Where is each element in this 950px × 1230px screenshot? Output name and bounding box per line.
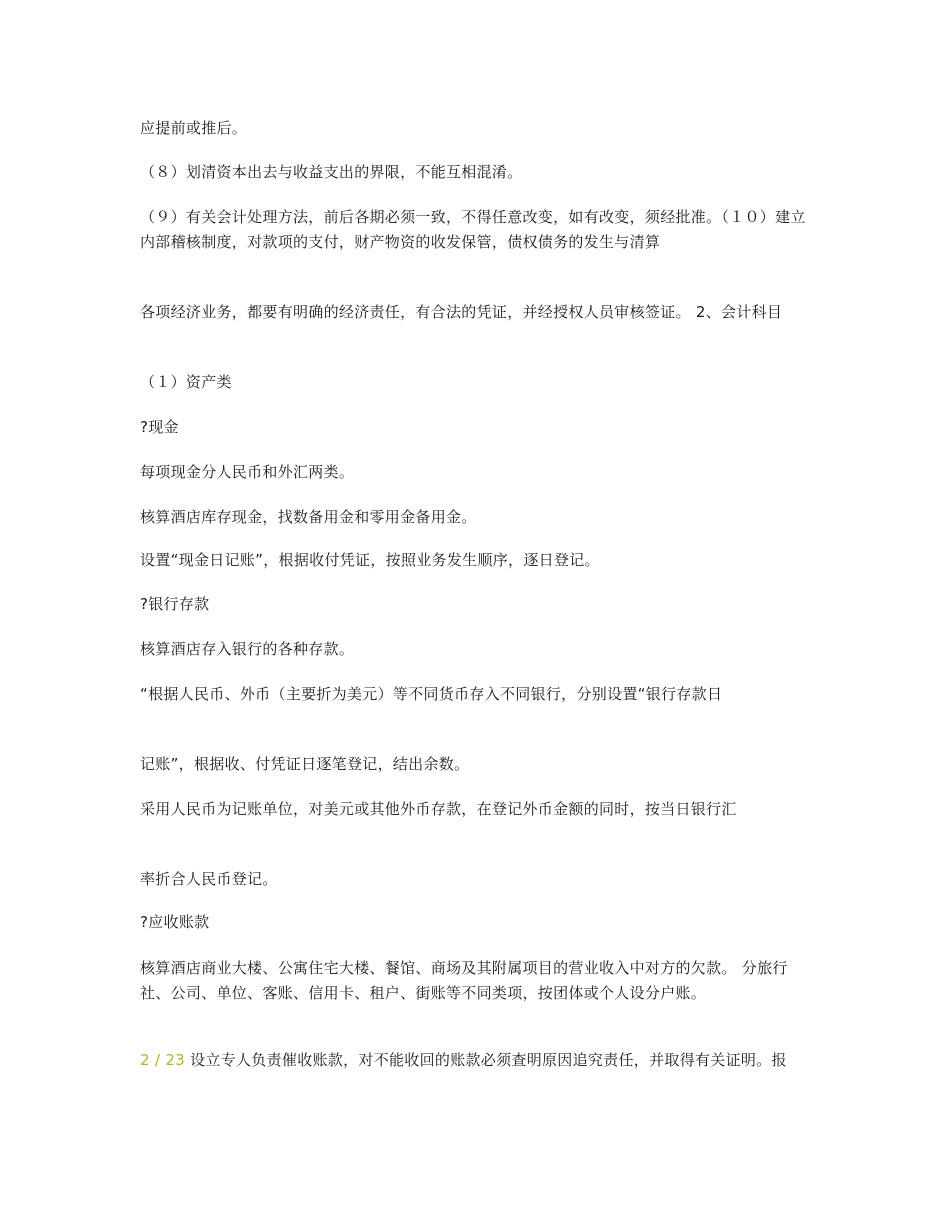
page-indicator: 2 / 23 [140,1051,186,1069]
paragraph: ?应收账款 [140,913,210,931]
paragraph: “根据人民币、外币（主要折为美元）等不同货币存入不同银行，分别设置“银行存款日 [140,685,723,703]
paragraph: （１）资产类 [140,373,232,391]
paragraph: 核算酒店存入银行的各种存款。 [140,640,355,658]
paragraph: 设置“现金日记账”，根据收付凭证，按照业务发生顺序，逐日登记。 [140,551,600,569]
footer-paragraph [140,1048,812,1073]
paragraph: （８）划清资本出去与收益支出的界限，不能互相混淆。 [140,163,523,181]
paragraph: ?现金 [140,418,179,436]
paragraph: 率折合人民币登记。 [140,870,278,888]
paragraph: 采用人民币为记账单位，对美元或其他外币存款，在登记外币金额的同时，按当日银行汇 [140,800,737,818]
paragraph: 应提前或推后。 [140,119,248,137]
paragraph: （９）有关会计处理方法，前后各期必须一致，不得任意改变，如有改变，须经批准。（１０）建立内部稽核制度，对款项的支付，财产物资的收发保管，债权债务的发生与清算 [140,208,806,251]
paragraph: 每项现金分人民币和外汇两类。 [140,463,355,481]
paragraph: 核算酒店库存现金，找数备用金和零用金备用金。 [140,508,477,526]
paragraph: 核算酒店商业大楼、公寓住宅大楼、餐馆、商场及其附属项目的营业收入中对方的欠款。 分旅行社、公司、单位、客账、信用卡、租户、街账等不同类项，按团体或个人设分户账。 [140,959,788,1002]
paragraph: 记账”，根据收、付凭证日逐笔登记，结出余数。 [140,755,470,773]
footer-text: 设立专人负责催收账款，对不能收回的账款必须查明原因追究责任，并取得有关证明。报 [185,1051,787,1069]
paragraph: 各项经济业务，都要有明确的经济责任，有合法的凭证，并经授权人员审核签证。 2、会计科目 [140,303,783,321]
paragraph: ?银行存款 [140,595,210,613]
